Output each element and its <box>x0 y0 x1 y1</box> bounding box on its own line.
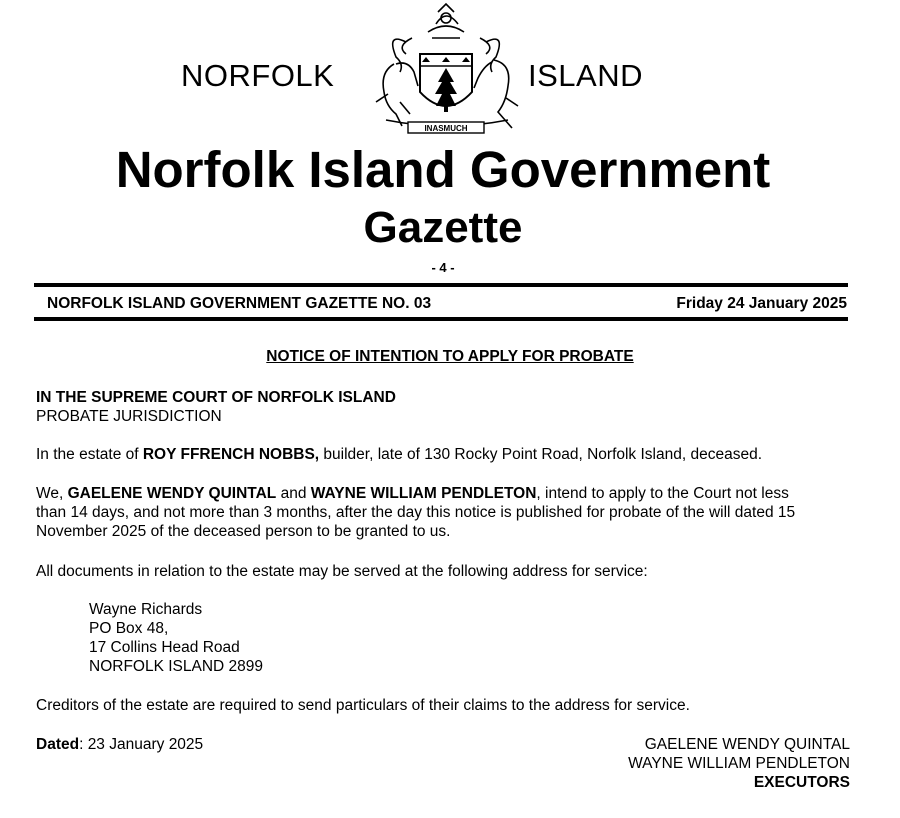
address-line: NORFOLK ISLAND 2899 <box>89 658 264 675</box>
notice-title: NOTICE OF INTENTION TO APPLY FOR PROBATE <box>266 348 634 365</box>
court-heading <box>36 388 396 426</box>
estate-prefix: In the estate of <box>36 446 143 463</box>
bottom-rule <box>34 317 848 321</box>
gazette-date: Friday 24 January 2025 <box>676 295 847 312</box>
creditors-paragraph: Creditors of the estate are required to send particulars of their claims to the address for service. <box>36 697 690 714</box>
intent-line3: November 2025 of the deceased person to be granted to us. <box>36 523 451 540</box>
intent-paragraph <box>36 484 795 541</box>
executors-label: EXECUTORS <box>753 774 850 791</box>
applicant-1: GAELENE WENDY QUINTAL <box>67 485 277 502</box>
crest-motto-text: INASMUCH <box>424 124 468 133</box>
estate-paragraph <box>36 445 762 464</box>
signature-block <box>628 735 850 792</box>
we-prefix: We, <box>36 485 68 502</box>
address-line: PO Box 48, <box>89 620 169 637</box>
dated-value: : 23 January 2025 <box>79 736 204 753</box>
gazette-title-line1: Norfolk Island Government <box>115 141 771 198</box>
intent-line2: than 14 days, and not more than 3 months, after the day this notice is published for probate of the will dated 15 <box>36 504 796 521</box>
top-rule <box>34 283 848 287</box>
estate-suffix: builder, late of 130 Rocky Point Road, Norfolk Island, deceased. <box>319 446 762 463</box>
signatory-name: GAELENE WENDY QUINTAL <box>644 736 850 753</box>
dated-line <box>36 735 203 754</box>
dated-label: Dated <box>36 736 80 753</box>
gazette-title-line2: Gazette <box>363 203 523 252</box>
page-number: - 4 - <box>431 260 455 275</box>
address-line: 17 Collins Head Road <box>89 639 240 656</box>
court-name: IN THE SUPREME COURT OF NORFOLK ISLAND <box>36 389 396 406</box>
documents-paragraph: All documents in relation to the estate may be served at the following address for service: <box>36 563 648 580</box>
applicant-2: WAYNE WILLIAM PENDLETON <box>310 485 537 502</box>
coat-of-arms-crest <box>366 2 526 137</box>
jurisdiction: PROBATE JURISDICTION <box>36 408 222 425</box>
address-line: Wayne Richards <box>89 601 203 618</box>
signatory-name: WAYNE WILLIAM PENDLETON <box>628 755 850 772</box>
deceased-name: ROY FFRENCH NOBBS, <box>142 446 320 463</box>
masthead-word-left: NORFOLK <box>181 58 335 93</box>
and-text: and <box>276 485 311 502</box>
service-address <box>89 600 263 676</box>
intent-line1-suffix: , intend to apply to the Court not less <box>536 485 789 502</box>
masthead-word-right: ISLAND <box>528 58 643 93</box>
gazette-number: NORFOLK ISLAND GOVERNMENT GAZETTE NO. 03 <box>47 295 432 312</box>
